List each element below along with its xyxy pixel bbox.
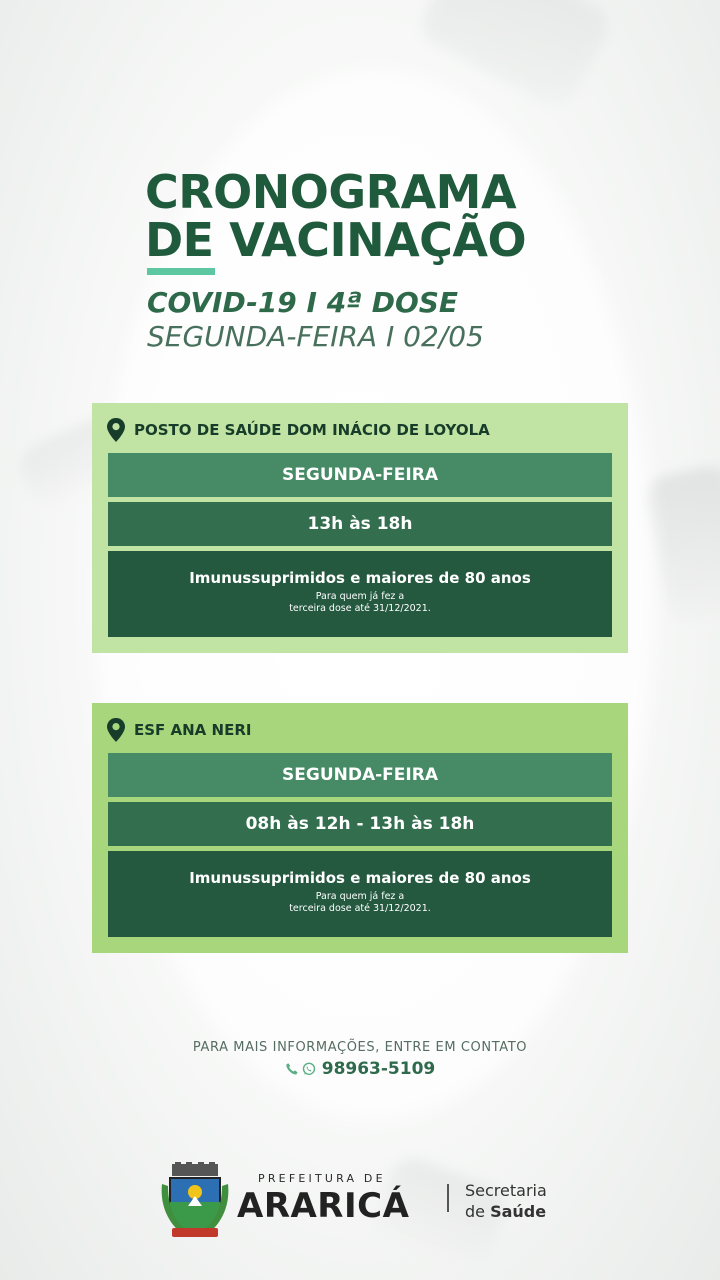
phone-icon — [285, 1062, 299, 1076]
footer-divider — [447, 1184, 449, 1212]
prefeitura-label: PREFEITURA DE — [258, 1172, 386, 1185]
page-title — [145, 165, 527, 267]
secretaria-line-2-bold: Saúde — [490, 1202, 547, 1221]
schedule-day: SEGUNDA-FEIRA — [108, 753, 612, 797]
target-group: Imunussuprimidos e maiores de 80 anos — [189, 869, 531, 887]
eligibility-note — [250, 891, 470, 915]
eligibility-note — [250, 591, 470, 615]
phone-row — [0, 1059, 720, 1079]
map-pin-icon — [106, 717, 126, 743]
target-group-box — [108, 551, 612, 637]
secretaria-line-1: Secretaria — [465, 1181, 547, 1200]
location-name: POSTO DE SAÚDE DOM INÁCIO DE LOYOLA — [134, 421, 490, 439]
date-subtitle: SEGUNDA-FEIRA I 02/05 — [147, 320, 484, 353]
phone-number: 98963-5109 — [321, 1059, 436, 1079]
secretaria-label — [465, 1180, 547, 1222]
note-line-2: terceira dose até 31/12/2021. — [289, 603, 431, 614]
location-card — [92, 403, 628, 653]
title-line-1: CRONOGRAMA — [145, 165, 517, 219]
note-line-1: Para quem já fez a — [315, 891, 405, 902]
footer-branding — [160, 1160, 560, 1240]
schedule-day: SEGUNDA-FEIRA — [108, 453, 612, 497]
map-pin-icon — [106, 417, 126, 443]
contact-section — [0, 1040, 720, 1079]
title-accent-bar — [147, 268, 215, 275]
title-line-2: DE VACINAÇÃO — [145, 213, 527, 267]
schedule-time: 08h às 12h - 13h às 18h — [108, 802, 612, 846]
location-header — [106, 716, 251, 744]
note-line-2: terceira dose até 31/12/2021. — [289, 903, 431, 914]
contact-text: PARA MAIS INFORMAÇÕES, ENTRE EM CONTATO — [192, 1040, 528, 1055]
secretaria-line-2-prefix: de — [465, 1202, 485, 1221]
location-card — [92, 703, 628, 953]
whatsapp-icon — [302, 1062, 316, 1076]
location-name: ESF ANA NERI — [134, 721, 252, 739]
target-group-box — [108, 851, 612, 937]
city-name: ARARICÁ — [237, 1186, 410, 1226]
location-header — [106, 416, 490, 444]
schedule-time: 13h às 18h — [108, 502, 612, 546]
municipal-crest-logo — [160, 1162, 230, 1240]
vaccine-dose-subtitle: COVID-19 I 4ª DOSE — [147, 286, 459, 319]
note-line-1: Para quem já fez a — [315, 591, 405, 602]
target-group: Imunussuprimidos e maiores de 80 anos — [189, 569, 531, 587]
